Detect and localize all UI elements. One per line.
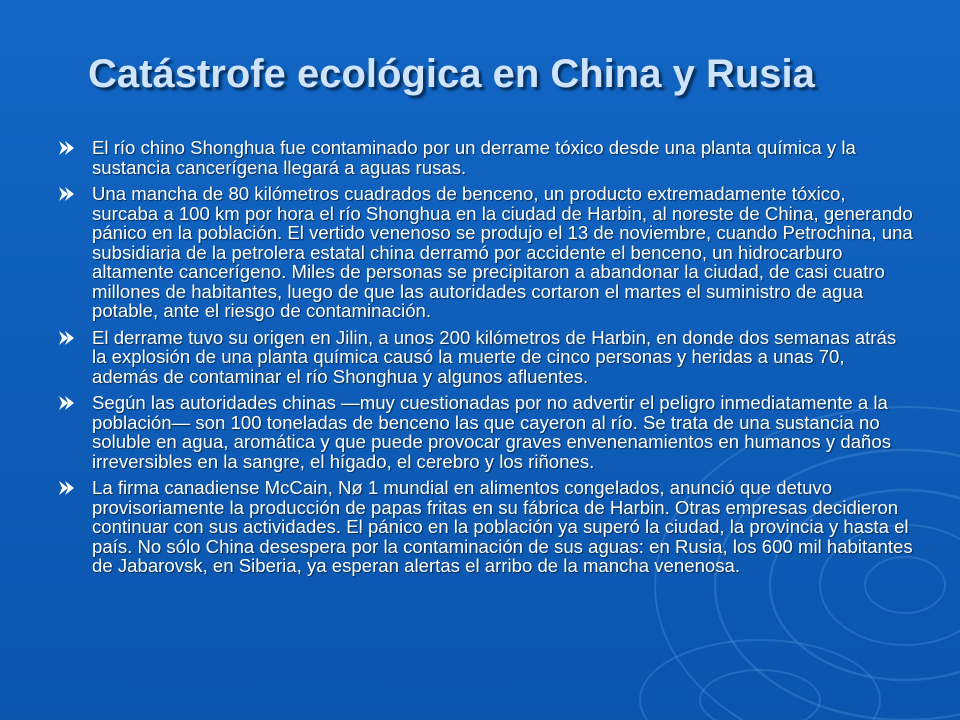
bullet-item (56, 138, 914, 177)
slide-title: Catástrofe ecológica en China y Rusia (88, 52, 815, 96)
bullet-text: El río chino Shonghua fue contaminado por un derrame tóxico desde una planta química y la sustancia cancerígena llegará a aguas rusas. (92, 137, 856, 178)
arrow-bullet-icon (58, 395, 76, 411)
arrow-bullet-icon (58, 480, 76, 496)
arrow-bullet-icon (58, 140, 76, 156)
bullet-text: Según las autoridades chinas —muy cuestionadas por no advertir el peligro inmediatamente a la población— son 100 toneladas de benceno las que cayeron al río. Se trata de una sustancia no soluble en agua, aromática y que puede provocar graves envenenamientos en humanos y daños irreversibles en la sangre, el hígado, el cerebro y los riñones. (92, 392, 892, 472)
bullet-item (56, 478, 914, 576)
bullet-text: El derrame tuvo su origen en Jilin, a unos 200 kilómetros de Harbin, en donde dos semanas atrás la explosión de una planta química causó la muerte de cinco personas y heridas a unas 70, además de contaminar el río Shonghua y algunos afluentes. (92, 326, 897, 387)
arrow-bullet-icon (58, 330, 76, 346)
arrow-bullet-icon (58, 186, 76, 202)
bullet-list (56, 138, 914, 583)
bullet-item (56, 184, 914, 321)
bullet-item (56, 393, 914, 471)
bullet-text: La firma canadiense McCain, Nø 1 mundial en alimentos congelados, anunció que detuvo provisoriamente la producción de papas fritas en su fábrica de Harbin. Otras empresas decidieron continuar con sus actividades. El pánico en la población ya superó la ciudad, la provincia y hasta el país. No sólo China desespera por la contaminación de sus aguas: en Rusia, los 600 mil habitantes de Jabarovsk, en Siberia, ya esperan alertas el arribo de la mancha venenosa. (92, 477, 913, 576)
bullet-text: Una mancha de 80 kilómetros cuadrados de benceno, un producto extremadamente tóxico, surcaba a 100 km por hora el río Shonghua en la ciudad de Harbin, al noreste de China, generando pánico en la población. El vertido venenoso se produjo el 13 de noviembre, cuando Petrochina, una subsidiaria de la petrolera estatal china derramó por accidente el benceno, un hidrocarburo altamente cancerígeno. Miles de personas se precipitaron a abandonar la ciudad, de casi cuatro millones de habitantes, luego de que las autoridades cortaron el martes el suministro de agua potable, ante el riesgo de contaminación. (92, 183, 913, 321)
bullet-item (56, 328, 914, 387)
